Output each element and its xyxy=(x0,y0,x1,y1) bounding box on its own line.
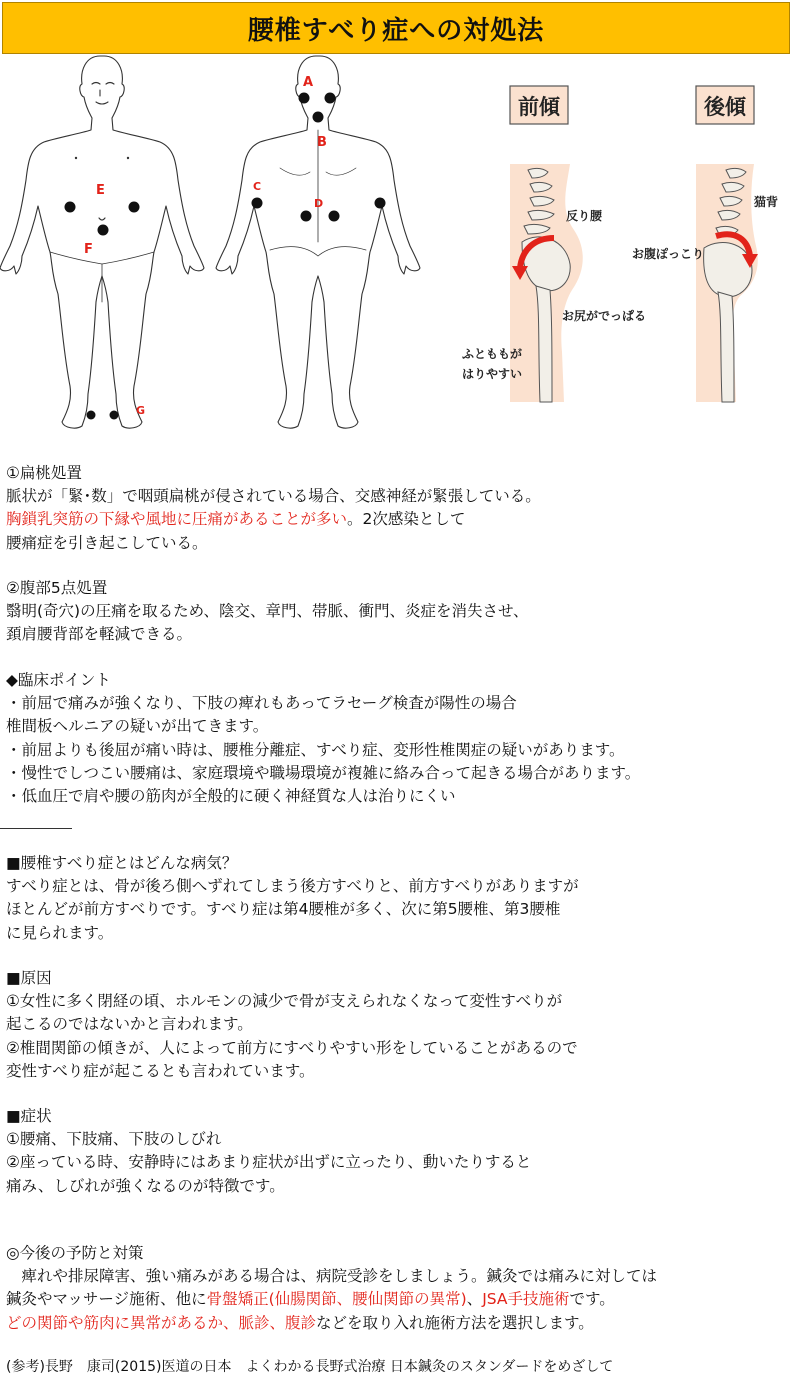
point-front-foot-left xyxy=(87,411,96,420)
backward-tilt-label: 後傾 xyxy=(704,95,746,119)
label-g: G xyxy=(136,404,146,417)
front-body-outline xyxy=(0,56,204,428)
point-back-neck xyxy=(313,112,324,123)
text-span: です。 xyxy=(569,1290,615,1309)
text-line: 椎間板ヘルニアの疑いが出てきます。 xyxy=(6,717,269,736)
text-line: ・前屈で痛みが強くなり、下肢の痺れもあってラセーグ検査が陽性の場合 xyxy=(6,694,517,713)
backward-note-2: お腹ぽっこり xyxy=(632,247,705,261)
text-span: 。2次感染として xyxy=(347,510,466,529)
label-d: D xyxy=(314,197,324,210)
text-line: ・低血圧で肩や腰の筋肉が全般的に硬く神経質な人は治りにくい xyxy=(6,787,456,806)
text-line: 翳明(奇穴)の圧痛を取るため、陰交、章門、帯脈、衝門、炎症を消失させ、 xyxy=(6,602,529,621)
label-c: C xyxy=(253,180,262,193)
section-prevention xyxy=(6,1242,657,1335)
forward-note-1: 反り腰 xyxy=(566,209,603,223)
text-span: 鍼灸やマッサージ施術、他に xyxy=(6,1290,207,1309)
page-title: 腰椎すべり症への対処法 xyxy=(2,2,790,54)
point-back-head-right xyxy=(325,93,336,104)
backward-note-1: 猫背 xyxy=(754,195,779,209)
point-front-foot-right xyxy=(110,411,119,420)
text-line: ②座っている時、安静時にはあまり症状が出ずに立ったり、動いたりすると xyxy=(6,1153,532,1172)
text-line xyxy=(6,508,541,531)
point-back-arm-right xyxy=(375,198,386,209)
posture-figure xyxy=(462,80,790,410)
forward-tilt-label: 前傾 xyxy=(518,95,560,119)
text-line: ①腰痛、下肢痛、下肢のしびれ xyxy=(6,1130,222,1149)
forward-note-3: ふとももが xyxy=(462,347,523,361)
highlight-text: JSA手技施術 xyxy=(482,1290,570,1309)
forward-note-2: お尻がでっぱる xyxy=(562,309,647,323)
text-line: 痛み、しびれが強くなるのが特徴です。 xyxy=(6,1176,285,1195)
point-front-right xyxy=(129,202,140,213)
section-heading: ■症状 xyxy=(6,1107,52,1125)
text-line: 変性すべり症が起こるとも言われています。 xyxy=(6,1061,315,1080)
point-back-lumbar-right xyxy=(329,211,340,222)
text-line: ・前屈よりも後屈が痛い時は、腰椎分離症、すべり症、変形性椎関症の疑いがあります。 xyxy=(6,740,625,759)
point-back-head-left xyxy=(299,93,310,104)
section-tonsil xyxy=(6,462,541,555)
section-heading: ②腹部5点処置 xyxy=(6,579,108,597)
highlight-text: 骨盤矯正(仙腸関節、腰仙関節の異常) xyxy=(206,1290,467,1309)
forward-note-4: はりやすい xyxy=(462,367,523,381)
section-heading: ■腰椎すべり症とはどんな病気？ xyxy=(6,854,238,872)
label-e: E xyxy=(96,183,105,198)
section-heading: ◎今後の予防と対策 xyxy=(6,1244,144,1262)
section-symptoms xyxy=(6,1105,531,1198)
divider xyxy=(0,828,72,829)
body-chart-figure xyxy=(0,56,440,446)
text-line: ①女性に多く閉経の頃、ホルモンの減少で骨が支えられなくなって変性すべりが xyxy=(6,992,563,1011)
point-front-abdomen xyxy=(98,225,109,236)
highlight-text: 胸鎖乳突筋の下縁や風地に圧痛があることが多い xyxy=(6,510,348,529)
text-span: 、 xyxy=(466,1290,483,1309)
section-abdomen xyxy=(6,577,529,647)
label-a: A xyxy=(303,75,314,90)
section-heading: ①扁桃処置 xyxy=(6,464,82,482)
text-line xyxy=(6,1312,657,1335)
text-line: 腰痛症を引き起こしている。 xyxy=(6,533,208,552)
label-f: F xyxy=(84,242,93,257)
text-line: 頚肩腰背部を軽減できる。 xyxy=(6,625,193,644)
label-b: B xyxy=(317,135,327,150)
text-line: 脈状が「緊･数」で咽頭扁桃が侵されている場合、交感神経が緊張している。 xyxy=(6,487,541,506)
highlight-text: どの関節や筋肉に異常があるか、脈診、腹診 xyxy=(6,1313,317,1332)
point-back-arm-left xyxy=(252,198,263,209)
text-line: ②椎間関節の傾きが、人によって前方にすべりやすい形をしていることがあるので xyxy=(6,1038,578,1057)
text-line: 痺れや排尿障害、強い痛みがある場合は、病院受診をしましょう。鍼灸では痛みに対しては xyxy=(6,1267,658,1286)
text-span: などを取り入れ施術方法を選択します。 xyxy=(316,1313,594,1332)
text-line xyxy=(6,1288,657,1311)
text-line: ・慢性でしつこい腰痛は、家庭環境や職場環境が複雑に絡み合って起きる場合があります。 xyxy=(6,763,641,782)
text-line: に見られます。 xyxy=(6,923,114,942)
text-line: ほとんどが前方すべりです。すべり症は第4腰椎が多く、次に第5腰椎、第3腰椎 xyxy=(6,900,561,919)
point-front-left xyxy=(65,202,76,213)
section-cause xyxy=(6,967,578,1083)
section-clinical-points xyxy=(6,669,640,808)
text-line: 起こるのではないかと言われます。 xyxy=(6,1015,253,1034)
point-back-lumbar-left xyxy=(301,211,312,222)
section-heading: ■原因 xyxy=(6,969,52,987)
text-line: すべり症とは、骨が後ろ側へずれてしまう後方すべりと、前方すべりがありますが xyxy=(6,877,579,896)
section-heading: ◆臨床ポイント xyxy=(6,671,111,689)
reference-citation: (参考)長野 康司(2015)医道の日本 よくわかる長野式治療 日本鍼灸のスタンダードをめざして xyxy=(6,1359,614,1375)
section-what-is xyxy=(6,852,579,945)
